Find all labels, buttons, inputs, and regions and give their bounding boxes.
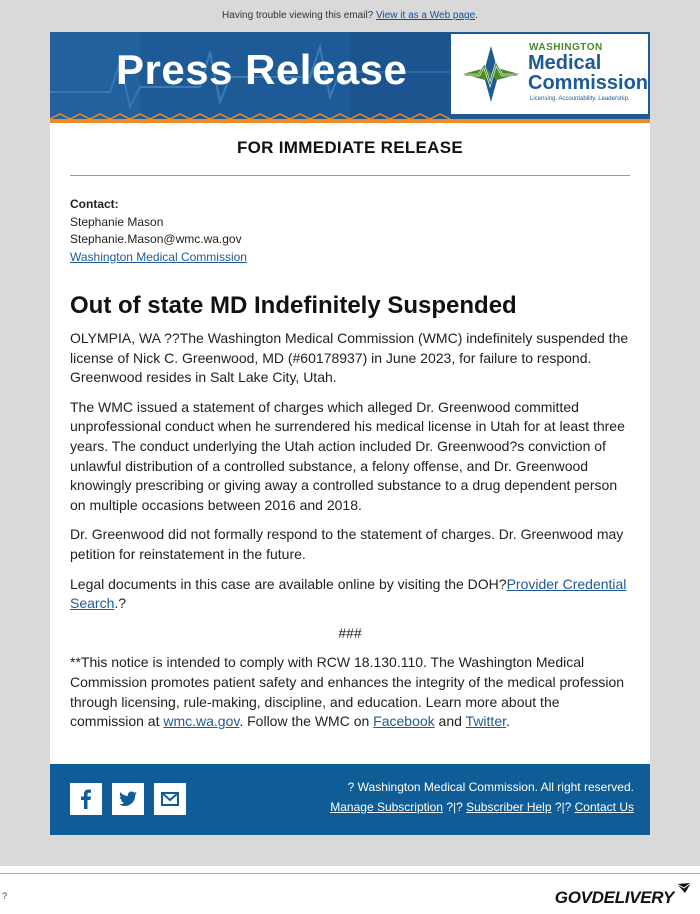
footer-separator: ?|? (442, 800, 467, 814)
paragraph-5-text: **This notice is intended to comply with RCW 18.130.110. The Washington Medical Commission promotes patient safety and enhances the integrity of the medical profession through licensing, rule-making, discipline, and education. Learn more about the commission at (70, 654, 625, 730)
logo-commission: Commission (528, 72, 649, 94)
twitter-button[interactable] (112, 783, 144, 815)
paragraph-5-mid: . Follow the WMC on (239, 713, 374, 730)
web-view-notice (0, 10, 700, 21)
contact-label: Contact: (70, 197, 119, 211)
email-container (50, 32, 650, 835)
facebook-button[interactable] (70, 783, 102, 815)
govdelivery-envelope-icon (676, 882, 692, 894)
subscriber-help-link[interactable]: Subscriber Help (466, 800, 552, 814)
paragraph-5-and: and (434, 713, 466, 730)
section-separator: ### (338, 624, 362, 641)
paragraph-3: Dr. Greenwood did not formally respond to the statement of charges. Dr. Greenwood may petition for reinstatement in the future. (70, 526, 624, 562)
web-view-suffix: . (475, 10, 478, 21)
paragraph-1: OLYMPIA, WA ??The Washington Medical Commission (WMC) indefinitely suspended the license of Nick C. Greenwood, MD (#60178937) in June 2023, for failure to respond. Greenwood resides in Salt Lake City, Utah. (70, 330, 629, 386)
paragraph-4-suffix: .? (114, 595, 127, 612)
bottom-placeholder-char: ? (2, 891, 8, 901)
twitter-link[interactable]: Twitter (465, 713, 507, 730)
facebook-link[interactable]: Facebook (373, 713, 435, 730)
release-heading: FOR IMMEDIATE RELEASE (236, 138, 464, 157)
paragraph-5 (70, 653, 630, 731)
banner-orange-fringe (50, 112, 650, 119)
paragraph-4-text: Legal documents in this case are available online by visiting the DOH? (70, 575, 507, 592)
contact-us-link[interactable]: Contact Us (574, 800, 634, 814)
footer-separator: ?|? (551, 800, 575, 814)
banner-title: Press Release (116, 46, 408, 93)
article-headline: Out of state MD Indefinitely Suspended (70, 292, 517, 319)
footer-links (330, 800, 634, 814)
web-view-text: Having trouble viewing this email? (222, 10, 377, 21)
press-release-banner (50, 32, 650, 119)
facebook-icon (70, 783, 102, 815)
envelope-icon (154, 783, 186, 815)
logo-medical: Medical (528, 52, 602, 74)
wmc-logo (451, 34, 648, 114)
banner-orange-bar (50, 119, 650, 123)
wmc-website-link[interactable]: wmc.wa.gov (163, 713, 240, 730)
paragraph-2: The WMC issued a statement of charges which alleged Dr. Greenwood committed unprofessional conduct when he surrendered his medical license in Utah for at least three years. The conduct underlying the Utah action included Dr. Greenwood?s conviction of unlawful distribution of a controlled substance, a felony offense, and Dr. Greenwood knowingly prescribing or giving away a controlled substance to a drug dependent person on multiple occasions between 2016 and 2018. (70, 398, 625, 513)
logo-tagline: Licensing. Accountability. Leadership. (530, 96, 630, 102)
web-view-link[interactable]: View it as a Web page (376, 10, 476, 21)
email-footer (50, 764, 650, 835)
article-body (70, 329, 630, 742)
contact-name: Stephanie Mason (70, 214, 164, 229)
wmc-star-icon (461, 44, 521, 104)
manage-subscription-link[interactable]: Manage Subscription (330, 800, 443, 814)
paragraph-4 (70, 575, 630, 614)
provider-credential-search-link[interactable]: Provider Credential Search (70, 575, 627, 612)
divider (70, 175, 630, 176)
email-share-button[interactable] (154, 783, 186, 815)
logo-washington: WASHINGTON (529, 42, 603, 53)
govdelivery-logo-text[interactable]: GOVDELIVERY (554, 888, 674, 907)
twitter-icon (112, 783, 144, 815)
contact-email: Stephanie.Mason@wmc.wa.gov (70, 232, 242, 246)
copyright-text: ? Washington Medical Commission. All right reserved. (347, 780, 634, 794)
bottom-divider (0, 873, 700, 874)
contact-org-link[interactable]: Washington Medical Commission (70, 249, 247, 264)
contact-block (70, 196, 247, 266)
paragraph-5-end: . (506, 713, 510, 730)
